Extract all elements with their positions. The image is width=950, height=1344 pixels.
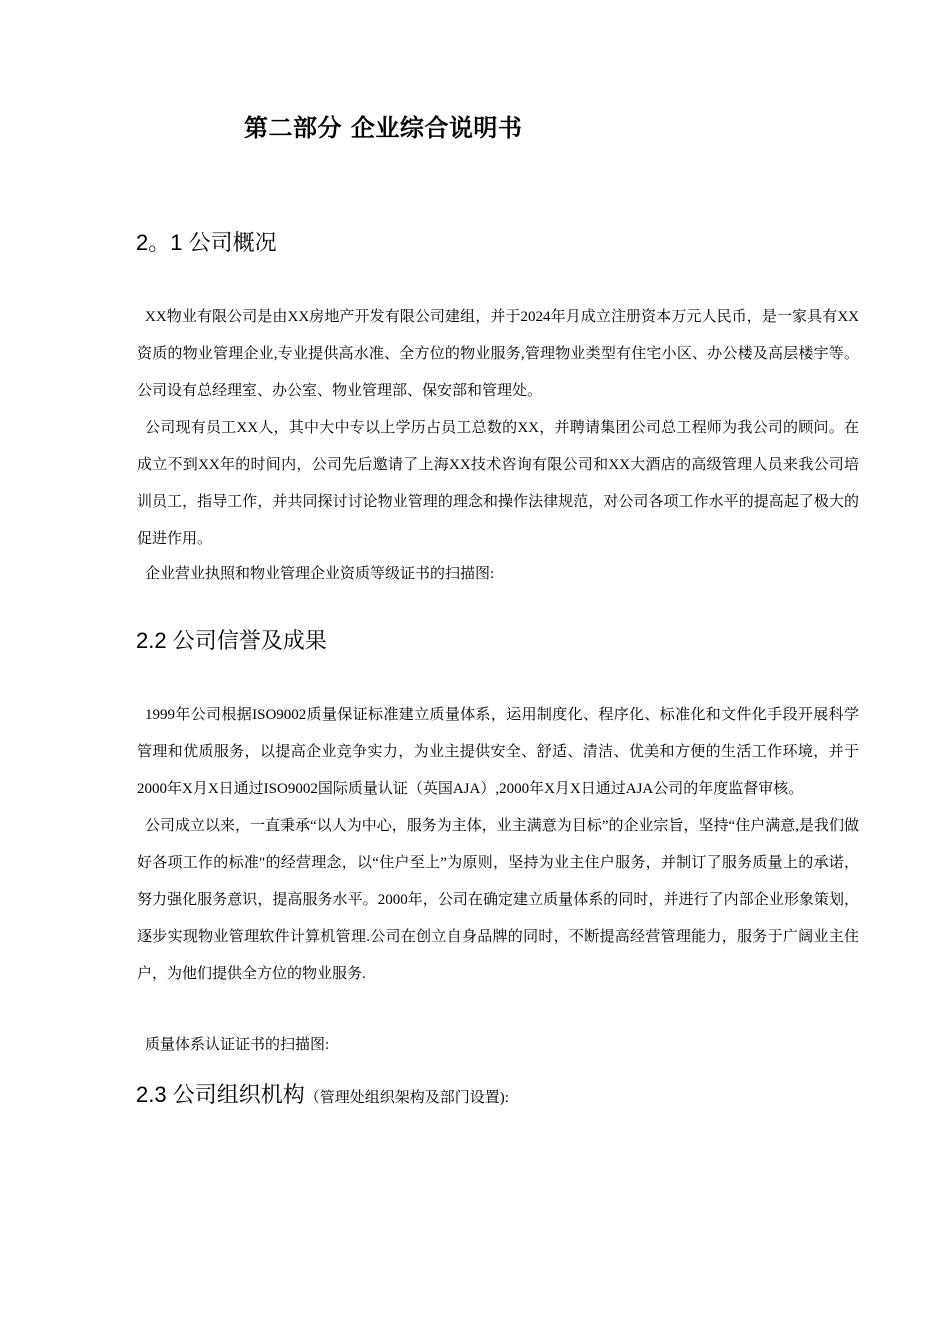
paragraph: XX物业有限公司是由XX房地产开发有限公司建组，并于2024年月成立注册资本万元人民币，是一家具有XX资质的物业管理企业,专业提供高水准、全方位的物业服务,管理物业类型有住宅小区、办公楼及高层楼宇等。公司设有总经理室、办公室、物业管理部、保安部和管理处。 [137, 309, 859, 399]
paragraph: 公司现有员工XX人，其中大中专以上学历占员工总数的XX，并聘请集团公司总工程师为我公司的顾问。在成立不到XX年的时间内，公司先后邀请了上海XX技术咨询有限公司和XX大酒店的高级管理人员来我公司培训员工，指导工作，并共同探讨讨论物业管理的理念和操作法律规范，对公司各项工作水平的提高起了极大的促进作用。 [137, 420, 859, 547]
section-heading-2-1: 2。1 公司概况 [136, 230, 277, 255]
section-heading-2-2: 2.2 公司信誉及成果 [136, 628, 327, 653]
scan-caption-quality-cert: 质量体系认证证书的扫描图: [145, 1037, 330, 1053]
section-heading-2-3 [136, 1078, 509, 1109]
paragraph: 公司成立以来，一直秉承“以人为中心，服务为主体，业主满意为目标”的企业宗旨，坚持“住户满意,是我们做好各项工作的标准"的经营理念，以“住户至上”为原则，坚持为业主住户服务，并制订了服务质量上的承诺，努力强化服务意识，提高服务水平。2000年，公司在确定建立质量体系的同时，并进行了内部企业形象策划，逐步实现物业管理软件计算机管理.公司在创立自身品牌的同时，不断提高经营管理能力，服务于广阔业主住户，为他们提供全方位的物业服务. [137, 818, 859, 982]
scan-caption-license: 企业营业执照和物业管理企业资质等级证书的扫描图: [145, 566, 495, 582]
section-2-1-body [137, 299, 859, 558]
document-title: 第二部分 企业综合说明书 [244, 114, 523, 142]
section-heading-2-3-note: （管理处组织架构及部门设置): [304, 1090, 509, 1106]
paragraph: 1999年公司根据ISO9002质量保证标准建立质量体系，运用制度化、程序化、标准化和文件化手段开展科学管理和优质服务，以提高企业竞争实力，为业主提供安全、舒适、清洁、优美和方便的生活工作环境，并于2000年X月X日通过ISO9002国际质量认证（英国AJA）,2000年X月X日通过AJA公司的年度监督审核。 [137, 707, 859, 797]
section-2-2-body [137, 697, 859, 993]
section-heading-2-3-text: 2.3 公司组织机构 [136, 1082, 305, 1107]
